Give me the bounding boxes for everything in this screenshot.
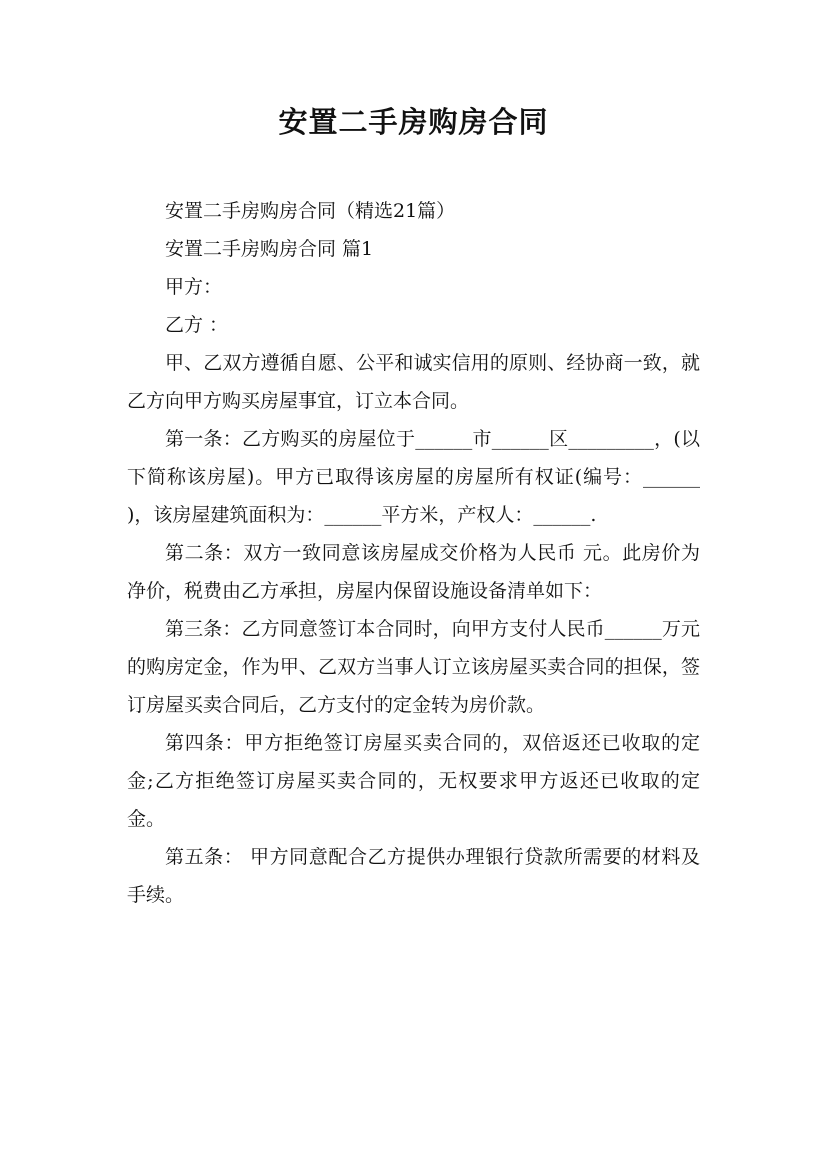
paragraph-clause-1: 第一条：乙方购买的房屋位于______市______区_________，(以下简称该房屋)。甲方已取得该房屋的房屋所有权证(编号：______ )，该房屋建筑面积为：______平方米，产权人：______. bbox=[127, 428, 700, 526]
paragraph-clause-3: 第三条：乙方同意签订本合同时，向甲方支付人民币______万元的购房定金，作为甲、乙双方当事人订立该房屋买卖合同的担保，签订房屋买卖合同后，乙方支付的定金转为房价款。 bbox=[127, 618, 700, 716]
paragraph-clause-4: 第四条：甲方拒绝签订房屋买卖合同的，双倍返还已收取的定金;乙方拒绝签订房屋买卖合同的，无权要求甲方返还已收取的定金。 bbox=[127, 732, 700, 830]
paragraph-collection-heading: 安置二手房购房合同（精选21篇） bbox=[165, 200, 456, 222]
paragraph-clause-5: 第五条： 甲方同意配合乙方提供办理银行贷款所需要的材料及手续。 bbox=[127, 846, 700, 906]
paragraph-party-b: 乙方 ： bbox=[165, 314, 229, 336]
paragraph-preamble: 甲、乙双方遵循自愿、公平和诚实信用的原则、经协商一致，就乙方向甲方购买房屋事宜，订立本合同。 bbox=[127, 352, 700, 412]
document-body bbox=[127, 192, 700, 914]
paragraph-clause-2: 第二条：双方一致同意该房屋成交价格为人民币 元。此房价为净价，税费由乙方承担，房屋内保留设施设备清单如下： bbox=[127, 542, 700, 602]
paragraph-party-a: 甲方： bbox=[165, 276, 223, 298]
paragraph-article-heading: 安置二手房购房合同 篇1 bbox=[165, 238, 374, 260]
document-title: 安置二手房购房合同 bbox=[278, 105, 549, 139]
